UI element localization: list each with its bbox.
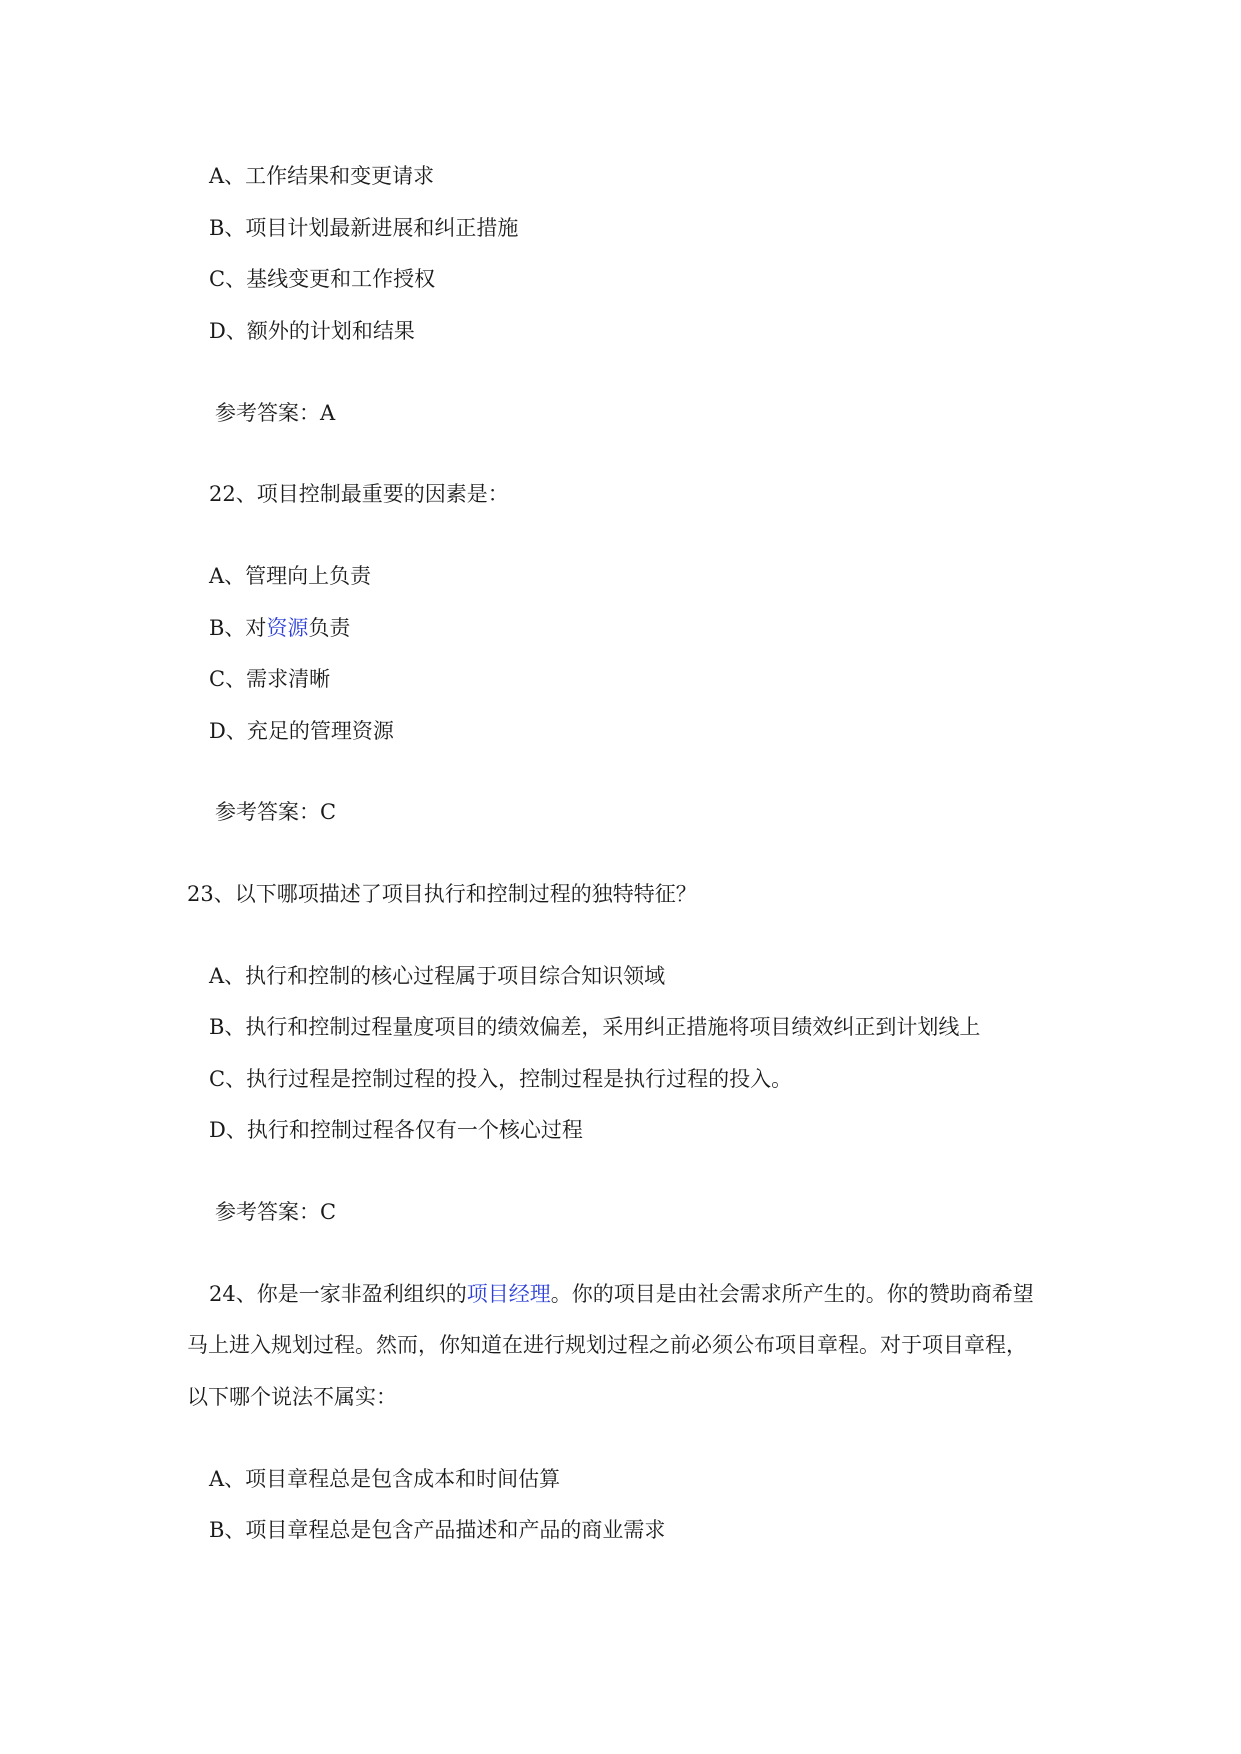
q23-option-b: B、执行和控制过程量度项目的绩效偏差，采用纠正措施将项目绩效纠正到计划线上: [209, 1015, 981, 1039]
q21-option-d: D、额外的计划和结果: [209, 319, 415, 343]
q21-option-a: A、工作结果和变更请求: [209, 164, 435, 188]
q21-answer: 参考答案：A: [215, 401, 336, 425]
q23-option-c: C、执行过程是控制过程的投入，控制过程是执行过程的投入。: [209, 1067, 793, 1091]
q23-answer: 参考答案：C: [215, 1200, 337, 1224]
q23-option-a: A、执行和控制的核心过程属于项目综合知识领域: [209, 964, 666, 988]
q22-option-a: A、管理向上负责: [209, 564, 372, 588]
q21-option-b: B、项目计划最新进展和纠正措施: [209, 216, 519, 240]
q23-option-d: D、执行和控制过程各仅有一个核心过程: [209, 1118, 583, 1142]
q24-line1-suffix: 。你的项目是由社会需求所产生的。你的赞助商希望: [550, 1282, 1034, 1306]
q24-question-line-2: 马上进入规划过程。然而，你知道在进行规划过程之前必须公布项目章程。对于项目章程，: [187, 1333, 1027, 1357]
q22-question: 22、项目控制最重要的因素是：: [209, 482, 509, 506]
q22-answer: 参考答案：C: [215, 800, 337, 824]
q22-option-c: C、需求清晰: [209, 667, 331, 691]
q22-option-d: D、充足的管理资源: [209, 719, 394, 743]
q22-option-b-prefix: B、对: [209, 616, 267, 640]
project-manager-link[interactable]: 项目经理: [466, 1282, 551, 1306]
q22-option-b: [209, 614, 350, 642]
q24-question-line-3: 以下哪个说法不属实：: [187, 1385, 397, 1409]
q24-option-a: A、项目章程总是包含成本和时间估算: [209, 1467, 561, 1491]
q24-option-b: B、项目章程总是包含产品描述和产品的商业需求: [209, 1518, 666, 1542]
q24-question-line-1: [209, 1280, 1034, 1308]
q23-question: 23、以下哪项描述了项目执行和控制过程的独特特征？: [187, 882, 697, 906]
resource-link[interactable]: 资源: [266, 616, 309, 640]
q24-line1-prefix: 24、你是一家非盈利组织的: [209, 1282, 467, 1306]
q21-option-c: C、基线变更和工作授权: [209, 267, 436, 291]
q22-option-b-suffix: 负责: [308, 616, 351, 640]
